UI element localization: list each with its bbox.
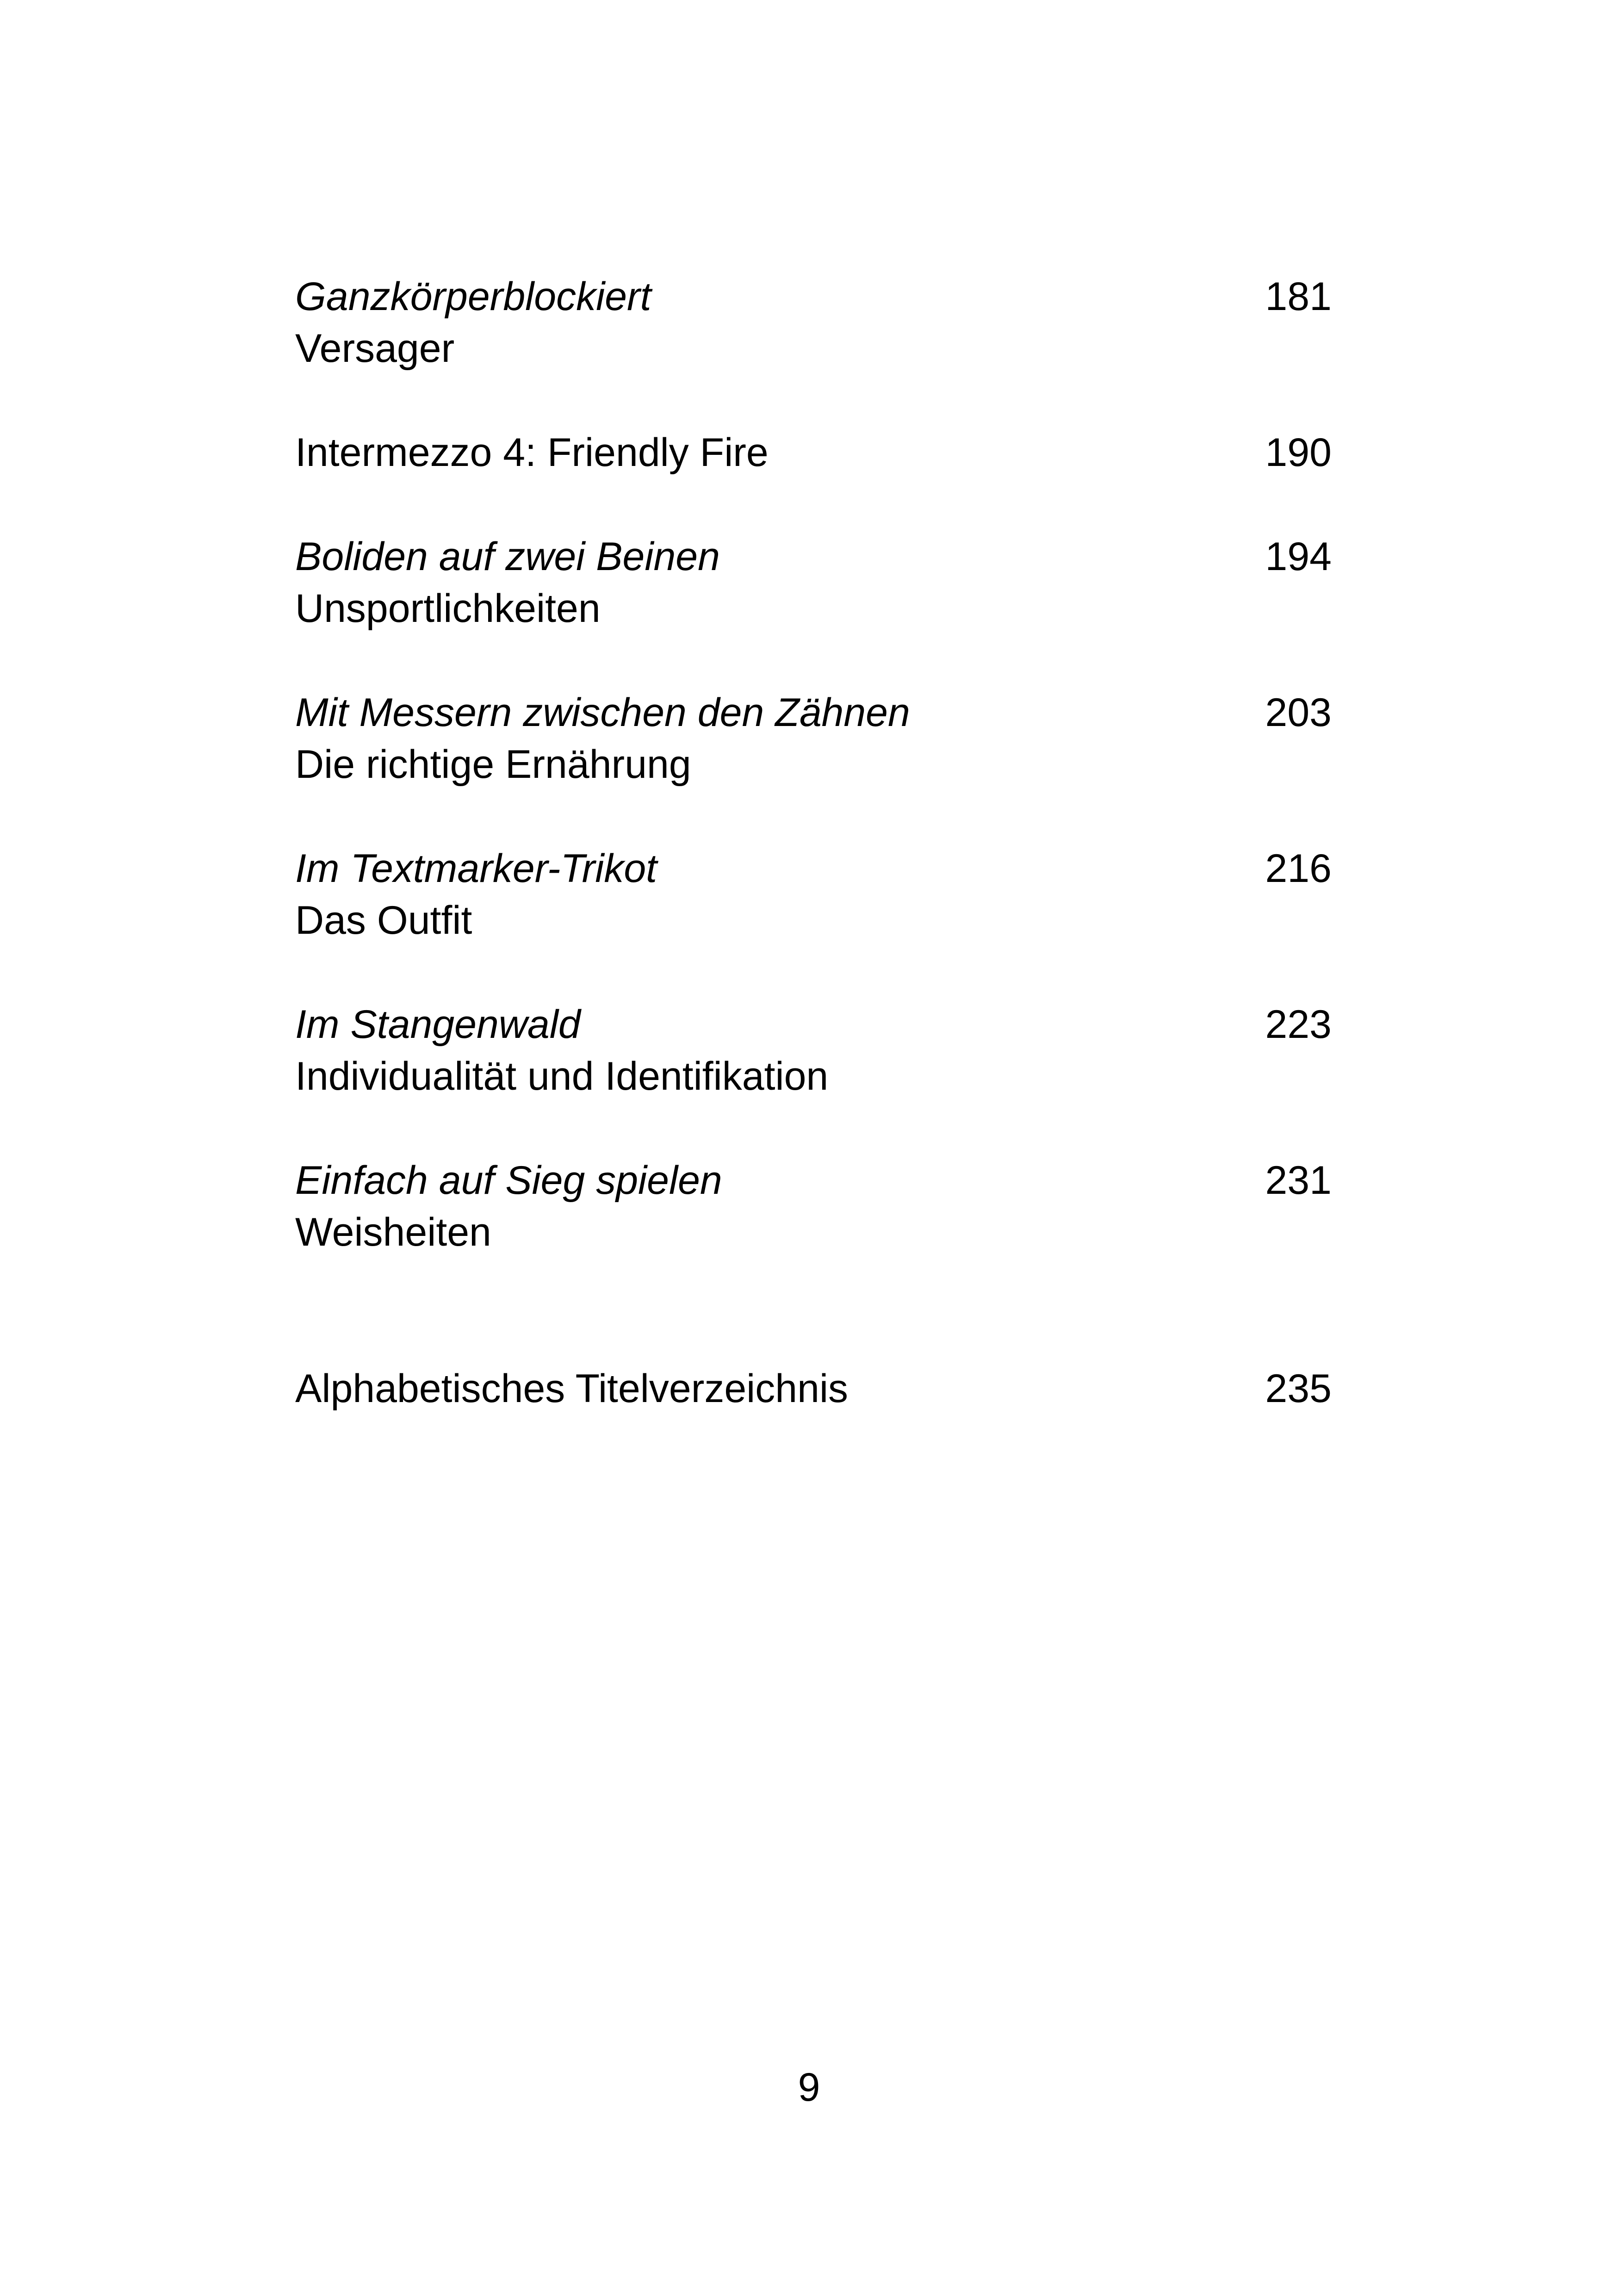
- toc-entry: [295, 271, 1332, 374]
- toc-entry-subtitle: Das Outfit: [295, 898, 472, 943]
- toc-entry-title: Boliden auf zwei Beinen: [295, 534, 720, 579]
- toc-entry: [295, 999, 1332, 1102]
- toc-entry: [295, 427, 1332, 478]
- toc-entry-subtitle: Individualität und Identifikation: [295, 1054, 829, 1098]
- toc-entry-page: 231: [1265, 1158, 1332, 1203]
- toc-entry-page: 194: [1265, 534, 1332, 579]
- toc-entry-subtitle: Weisheiten: [295, 1210, 491, 1254]
- toc-entry-title: Mit Messern zwischen den Zähnen: [295, 690, 910, 735]
- toc-entry-page: 203: [1265, 690, 1332, 735]
- toc-entry: [295, 687, 1332, 790]
- toc-entry-page: 223: [1265, 1002, 1332, 1047]
- toc-entry: [295, 531, 1332, 634]
- toc-entry-row: [295, 271, 1332, 323]
- toc-entry-row: [295, 531, 1332, 583]
- toc-entry-subtitle: Die richtige Ernährung: [295, 742, 691, 787]
- toc-entry-subtitle: Unsportlichkeiten: [295, 586, 601, 631]
- toc-entry-subtitle: Versager: [295, 326, 455, 371]
- toc-entry-title: Im Stangenwald: [295, 1002, 581, 1047]
- toc-entry-page: 235: [1265, 1366, 1332, 1411]
- toc-entry-page: 216: [1265, 846, 1332, 891]
- toc-entry-title: Alphabetisches Titelverzeichnis: [295, 1366, 849, 1411]
- toc-entry-title: Im Textmarker-Trikot: [295, 846, 657, 891]
- toc-entry-page: 181: [1265, 274, 1332, 319]
- toc-entry-row: [295, 427, 1332, 478]
- toc-entry-title: Intermezzo 4: Friendly Fire: [295, 430, 769, 475]
- toc-entry-row: [295, 1363, 1332, 1415]
- toc-entry-row: [295, 999, 1332, 1050]
- toc-entry-row: [295, 1154, 1332, 1206]
- toc-entry-row: [295, 843, 1332, 894]
- toc-entry-page: 190: [1265, 430, 1332, 475]
- table-of-contents: [295, 271, 1332, 1415]
- toc-entry: [295, 1363, 1332, 1415]
- toc-entry-row: [295, 687, 1332, 738]
- page-number: 9: [798, 2065, 820, 2110]
- toc-entry-title: Ganzkörperblockiert: [295, 274, 651, 319]
- toc-entry: [295, 843, 1332, 946]
- toc-entry: [295, 1154, 1332, 1258]
- toc-entry-title: Einfach auf Sieg spielen: [295, 1158, 722, 1203]
